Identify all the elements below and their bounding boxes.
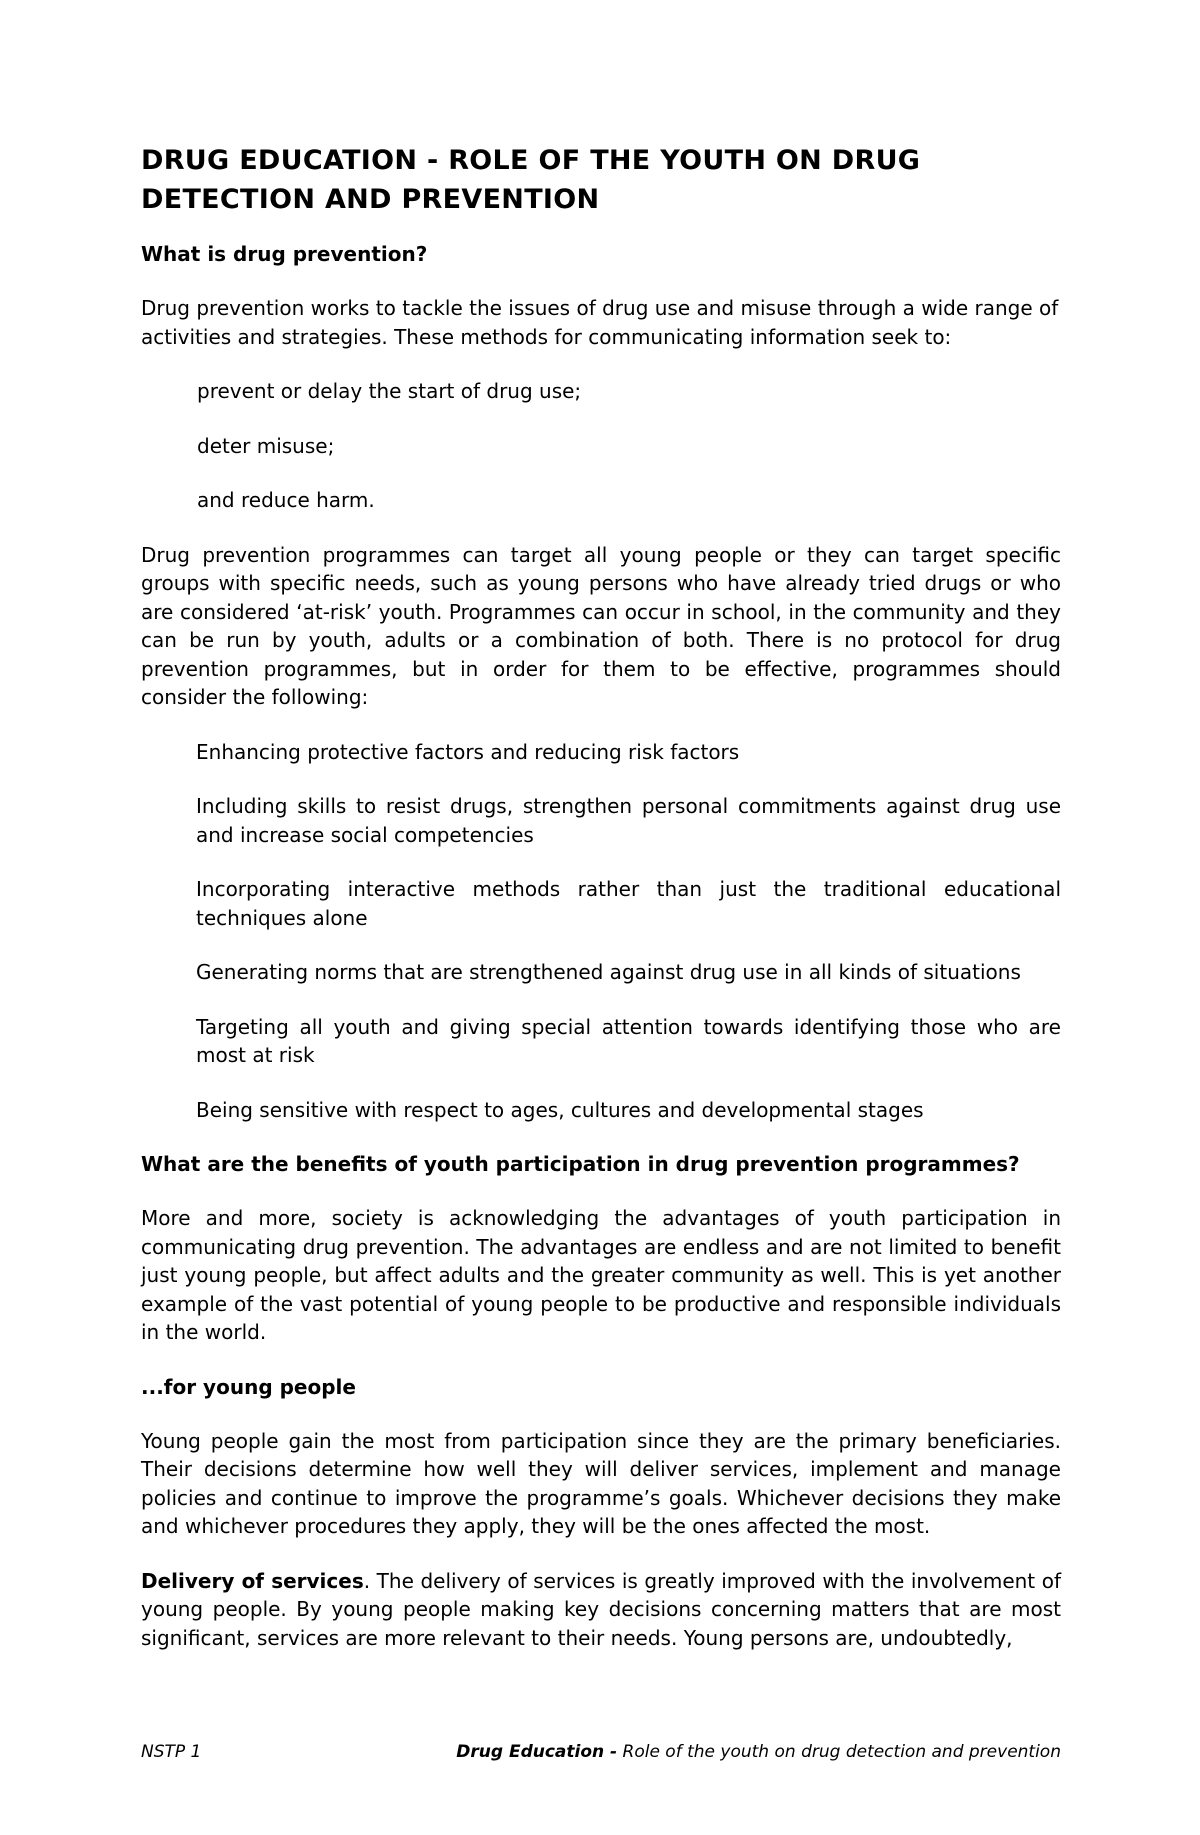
programmes-paragraph: Drug prevention programmes can target all young people or they can target specific groups with specific needs, such as young persons who have already tried drugs or who are considered ‘at-risk’ youth. Programmes can occur in school, in the community and they can be run by youth, adults or a combination of both. There is no protocol for drug prevention programmes, but in order for them to be effective, programmes should consider the following: xyxy=(141,542,1061,709)
footer-title-bold: Drug Education - xyxy=(456,1742,618,1762)
section-heading-drug-prevention: What is drug prevention? xyxy=(141,242,428,266)
delivery-text: . The delivery of services is greatly improved with the involvement of young people. By young people making key decisions concerning matters that are most significant, services are more relevant to their needs. Young persons are, undoubtedly, xyxy=(141,1568,1061,1650)
section-heading-young-people: ...for young people xyxy=(141,1374,356,1399)
considerations-list xyxy=(196,738,1061,1125)
delivery-paragraph xyxy=(141,1567,1061,1653)
footer-title-rest: Role of the youth on drug detection and prevention xyxy=(617,1742,1061,1762)
list-item: Generating norms that are strengthened against drug use in all kinds of situations xyxy=(196,960,1021,984)
list-item: Including skills to resist drugs, strengthen personal commitments against drug use and increase social competencies xyxy=(196,794,1061,847)
section-heading-benefits: What are the benefits of youth participation in drug prevention programmes? xyxy=(141,1152,1020,1176)
list-item: Incorporating interactive methods rather than just the traditional educational techniques alone xyxy=(196,877,1061,930)
delivery-lead: Delivery of services xyxy=(141,1568,364,1593)
benefits-paragraph: More and more, society is acknowledging the advantages of youth participation in communicating drug prevention. The advantages are endless and are not limited to benefit just young people, but affect adults and the greater community as well. This is yet another example of the vast potential of young people to be productive and responsible individuals in the world. xyxy=(141,1206,1061,1344)
list-item: prevent or delay the start of drug use; xyxy=(197,379,582,403)
young-people-paragraph: Young people gain the most from participation since they are the primary beneficiaries. Their decisions determine how well they will deliver services, implement and manage policies and continue to improve the programme’s goals. Whichever decisions they make and whichever procedures they apply, they will be the ones affected the most. xyxy=(141,1428,1061,1538)
list-item: Targeting all youth and giving special attention towards identifying those who are most at risk xyxy=(196,1014,1061,1067)
prevention-goals-list xyxy=(197,377,1061,515)
intro-paragraph: Drug prevention works to tackle the issues of drug use and misuse through a wide range of activities and strategies. These methods for communicating information seek to: xyxy=(141,296,1059,349)
list-item: Enhancing protective factors and reducing risk factors xyxy=(196,739,740,764)
document-title: DRUG EDUCATION - ROLE OF THE YOUTH ON DRUG DETECTION AND PREVENTION xyxy=(141,145,921,215)
list-item: deter misuse; xyxy=(197,433,335,458)
footer-course: NSTP 1 xyxy=(141,1742,202,1762)
list-item: Being sensitive with respect to ages, cultures and developmental stages xyxy=(196,1097,924,1122)
footer-title xyxy=(456,1741,1061,1763)
document-body xyxy=(141,141,1061,1678)
list-item: and reduce harm. xyxy=(197,488,375,512)
